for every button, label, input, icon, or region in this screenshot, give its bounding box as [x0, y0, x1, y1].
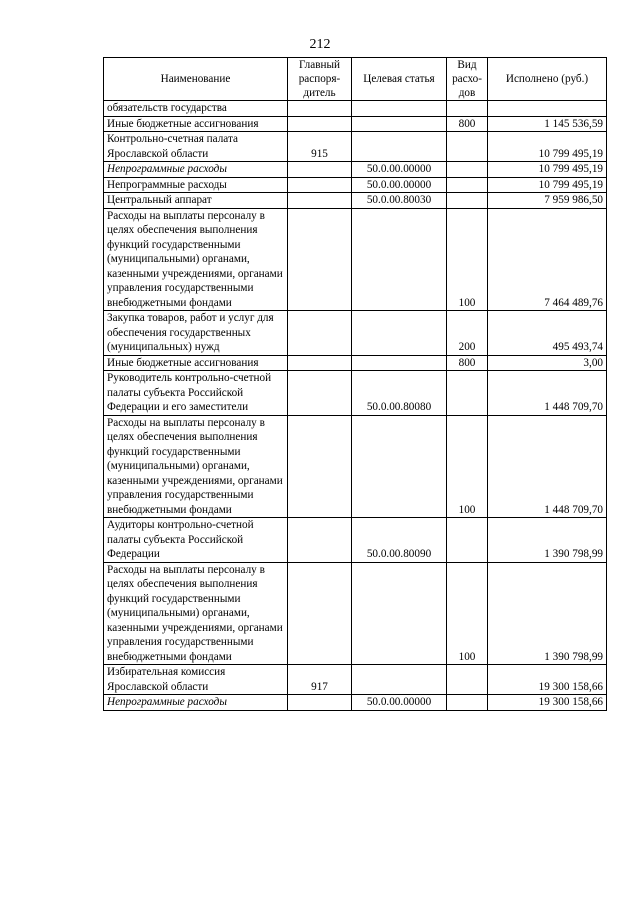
page-number: 212 [309, 37, 331, 52]
table-row [104, 695, 607, 711]
cell-admin [288, 116, 352, 132]
table-row [104, 562, 607, 665]
header-admin: Главный распоря- дитель [288, 58, 352, 101]
cell-kind [447, 695, 488, 711]
cell-target: 50.0.00.00000 [352, 162, 447, 178]
cell-amount: 10 799 495,19 [488, 162, 607, 178]
table-row [104, 101, 607, 117]
cell-target: 50.0.00.80030 [352, 193, 447, 209]
cell-admin [288, 101, 352, 117]
cell-amount: 10 799 495,19 [488, 177, 607, 193]
cell-name: Аудиторы контрольно-счетной палаты субъекта Российской Федерации [104, 518, 288, 563]
cell-admin: 917 [288, 665, 352, 695]
cell-amount: 19 300 158,66 [488, 695, 607, 711]
cell-target [352, 132, 447, 162]
cell-name: Непрограммные расходы [104, 177, 288, 193]
table-header-row [104, 58, 607, 101]
cell-amount [488, 101, 607, 117]
cell-admin [288, 208, 352, 311]
cell-admin [288, 177, 352, 193]
cell-target: 50.0.00.00000 [352, 177, 447, 193]
header-target: Целевая статья [352, 58, 447, 101]
cell-admin [288, 562, 352, 665]
cell-amount: 495 493,74 [488, 311, 607, 356]
cell-name: Непрограммные расходы [104, 695, 288, 711]
cell-admin [288, 415, 352, 518]
cell-name: обязательств государства [104, 101, 288, 117]
table-row [104, 665, 607, 695]
table-row [104, 177, 607, 193]
cell-amount: 10 799 495,19 [488, 132, 607, 162]
cell-amount: 3,00 [488, 355, 607, 371]
cell-target [352, 101, 447, 117]
table-row [104, 371, 607, 416]
cell-target [352, 116, 447, 132]
cell-name: Контрольно-счетная палата Ярославской области [104, 132, 288, 162]
cell-name: Иные бюджетные ассигнования [104, 355, 288, 371]
cell-kind: 200 [447, 311, 488, 356]
cell-target: 50.0.00.80080 [352, 371, 447, 416]
cell-admin [288, 371, 352, 416]
cell-name: Закупка товаров, работ и услуг для обеспечения государственных (муниципальных) нужд [104, 311, 288, 356]
cell-admin [288, 518, 352, 563]
table-row [104, 116, 607, 132]
cell-kind [447, 132, 488, 162]
table-row [104, 132, 607, 162]
cell-target [352, 355, 447, 371]
cell-kind [447, 162, 488, 178]
cell-admin [288, 695, 352, 711]
cell-name: Центральный аппарат [104, 193, 288, 209]
cell-admin [288, 355, 352, 371]
cell-admin [288, 311, 352, 356]
header-name: Наименование [104, 58, 288, 101]
table-row [104, 193, 607, 209]
cell-amount: 7 959 986,50 [488, 193, 607, 209]
cell-target [352, 562, 447, 665]
table-body [104, 101, 607, 711]
cell-kind: 800 [447, 355, 488, 371]
cell-name: Руководитель контрольно-счетной палаты субъекта Российской Федерации и его заместители [104, 371, 288, 416]
cell-kind [447, 101, 488, 117]
cell-target [352, 208, 447, 311]
cell-kind [447, 518, 488, 563]
cell-name: Расходы на выплаты персоналу в целях обеспечения выполнения функций государственными (муниципальными) органами, казенными учреждениями, органами управления государственными внебюджетными фондами [104, 562, 288, 665]
cell-target [352, 665, 447, 695]
cell-kind [447, 193, 488, 209]
cell-name: Иные бюджетные ассигнования [104, 116, 288, 132]
cell-name: Расходы на выплаты персоналу в целях обеспечения выполнения функций государственными (муниципальными) органами, казенными учреждениями, органами управления государственными внебюджетными фондами [104, 208, 288, 311]
cell-admin [288, 193, 352, 209]
table-row [104, 415, 607, 518]
header-kind: Вид расхо- дов [447, 58, 488, 101]
cell-amount: 1 145 536,59 [488, 116, 607, 132]
table-row [104, 518, 607, 563]
cell-target: 50.0.00.00000 [352, 695, 447, 711]
table-row [104, 162, 607, 178]
cell-kind [447, 177, 488, 193]
cell-kind: 100 [447, 208, 488, 311]
cell-kind: 100 [447, 562, 488, 665]
expenditure-table [103, 57, 607, 711]
cell-amount: 1 390 798,99 [488, 562, 607, 665]
table-row [104, 208, 607, 311]
cell-kind: 100 [447, 415, 488, 518]
cell-name: Непрограммные расходы [104, 162, 288, 178]
cell-admin [288, 162, 352, 178]
cell-amount: 7 464 489,76 [488, 208, 607, 311]
cell-name: Избирательная комиссия Ярославской области [104, 665, 288, 695]
table-row [104, 311, 607, 356]
cell-name: Расходы на выплаты персоналу в целях обеспечения выполнения функций государственными (муниципальными) органами, казенными учреждениями, органами управления государственными внебюджетными фондами [104, 415, 288, 518]
header-amount: Исполнено (руб.) [488, 58, 607, 101]
cell-amount: 1 390 798,99 [488, 518, 607, 563]
cell-target [352, 415, 447, 518]
cell-amount: 1 448 709,70 [488, 415, 607, 518]
cell-target [352, 311, 447, 356]
cell-kind [447, 665, 488, 695]
cell-amount: 1 448 709,70 [488, 371, 607, 416]
cell-admin: 915 [288, 132, 352, 162]
cell-kind: 800 [447, 116, 488, 132]
cell-target: 50.0.00.80090 [352, 518, 447, 563]
cell-kind [447, 371, 488, 416]
table-row [104, 355, 607, 371]
cell-amount: 19 300 158,66 [488, 665, 607, 695]
